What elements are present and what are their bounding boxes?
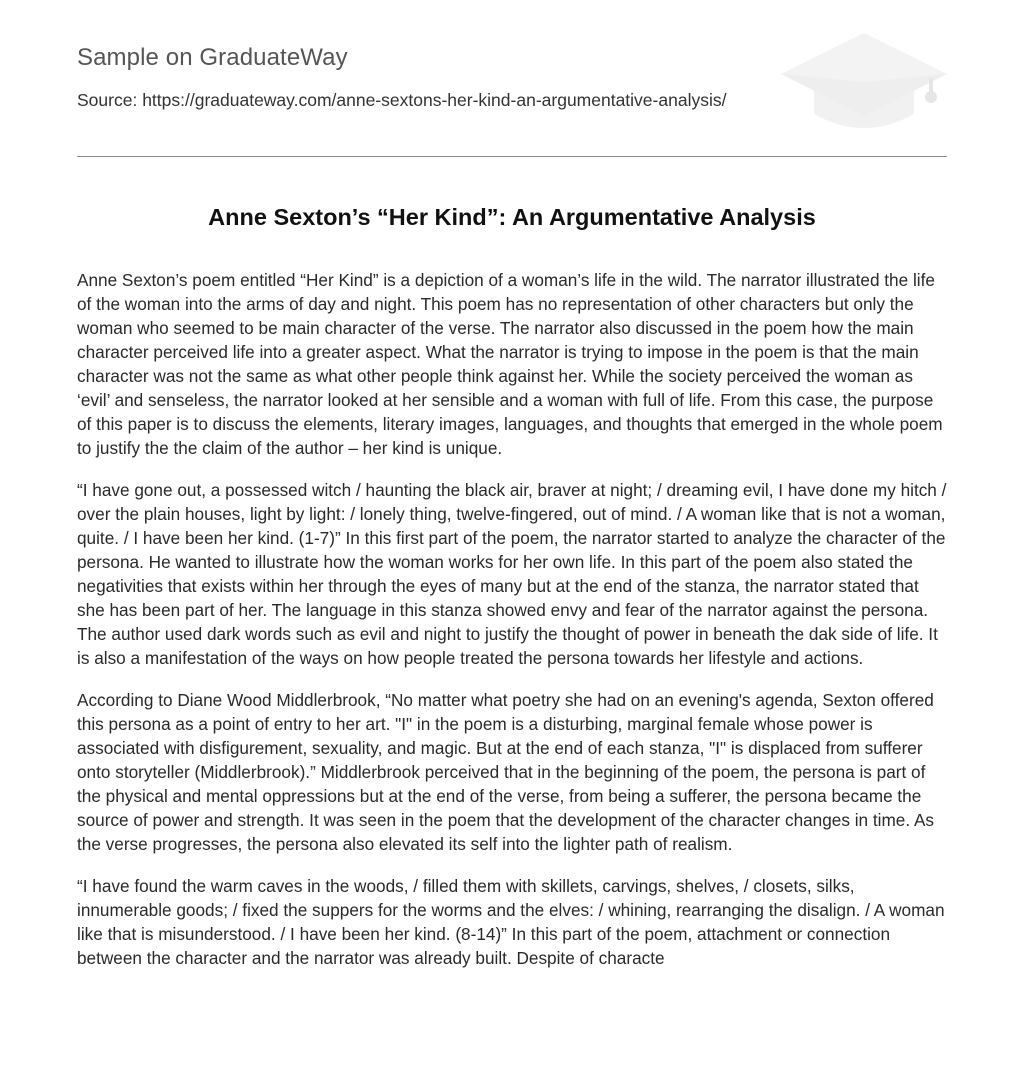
document-title: Anne Sexton’s “Her Kind”: An Argumentative Analysis [208,204,816,230]
paragraph: “I have gone out, a possessed witch / haunting the black air, braver at night; / dreaming evil, I have done my hitch / over the plain houses, light by light: / lonely thing, twelve-fingered, out of mind. / A woman like that is not a woman, quite. / I have been her kind. (1-7)” In this first part of the poem, the narrator started to analyze the character of the persona. He wanted to illustrate how the woman works for her own life. In this part of the poem also stated the negativities that exists within her through the eyes of many but at the end of the stanza, the narrator stated that she has been part of her. The language in this stanza showed envy and fear of the narrator against the persona. The author used dark words such as evil and night to justify the thought of power in beneath the dak side of life. It is also a manifestation of the ways on how people treated the persona towards her lifestyle and actions. [77,480,947,668]
graduation-cap-icon [781,30,947,134]
paragraph: “I have found the warm caves in the woods, / filled them with skillets, carvings, shelves, / closets, silks, innumerable goods; / fixed the suppers for the worms and the elves: / whining, rearranging the disalign. / A woman like that is misunderstood. / I have been her kind. (8-14)” In this part of the poem, attachment or connection between the character and the narrator was already built. Despite of characte [77,876,945,968]
site-title: Sample on GraduateWay [77,44,348,71]
site-header [77,0,947,157]
source-label: Source: [77,90,143,110]
paragraph: Anne Sexton’s poem entitled “Her Kind” is a depiction of a woman’s life in the wild. The narrator illustrated the life of the woman into the arms of day and night. This poem has no representation of other characters but only the woman who seemed to be main character of the verse. The narrator also discussed in the poem how the main character perceived life into a greater aspect. What the narrator is trying to impose in the poem is that the main character was not the same as what other people think against her. While the society perceived the woman as ‘evil’ and senseless, the narrator looked at her sensible and a woman with full of life. From this case, the purpose of this paper is to discuss the elements, literary images, languages, and thoughts that emerged in the whole poem to justify the the claim of the author – her kind is unique. [77,270,943,458]
source-line [77,90,726,111]
source-link[interactable]: https://graduateway.com/anne-sextons-her-kind-an-argumentative-analysis/ [142,90,727,110]
paragraph: According to Diane Wood Middlerbrook, “No matter what poetry she had on an evening's agenda, Sexton offered this persona as a point of entry to her art. "I" in the poem is a disturbing, marginal female whose power is associated with disfigurement, sexuality, and magic. But at the end of each stanza, "I" is displaced from sufferer onto storyteller (Middlerbrook).” Middlerbrook perceived that in the beginning of the poem, the persona is part of the physical and mental oppressions but at the end of the verse, from being a sufferer, the persona became the source of power and strength. It was seen in the poem that the development of the character changes in time. As the verse progresses, the persona also elevated its self into the lighter path of realism. [77,690,935,854]
page [77,0,947,968]
document-body [77,268,949,988]
